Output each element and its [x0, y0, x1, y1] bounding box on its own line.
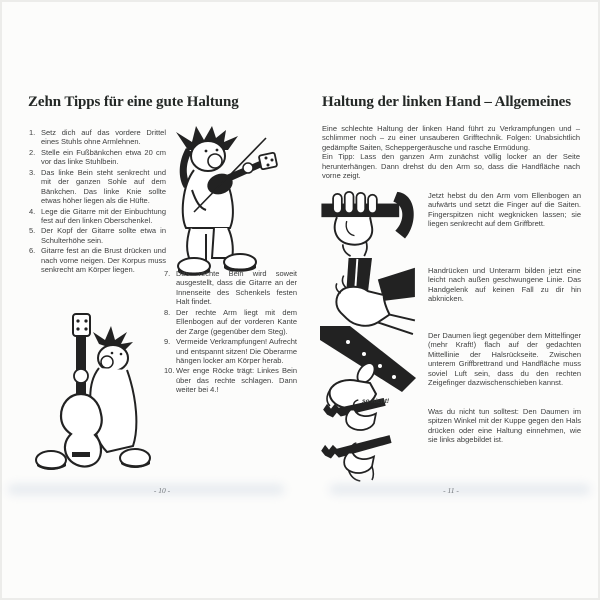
tip-text: Setz dich auf das vordere Drittel eines Stuhls ohne Armlehnen.	[41, 128, 166, 147]
right-page-title: Haltung der linken Hand – Allgemeines	[322, 94, 571, 110]
tip-number: 3.	[29, 167, 36, 177]
list-item	[29, 207, 166, 226]
tip-number: 4.	[29, 206, 36, 216]
page-edge-shadow-right	[330, 485, 590, 494]
list-item	[164, 308, 297, 336]
tip-number: 8.	[164, 307, 171, 317]
tip-text: Stelle ein Fußbänkchen etwa 20 cm vor das linke Stuhlbein.	[41, 147, 166, 167]
list-item	[29, 128, 166, 147]
list-item	[164, 366, 297, 394]
tip-number: 1.	[29, 128, 36, 137]
hand-fingers-on-strings-illustration	[320, 188, 422, 258]
tips-list-1-6	[29, 128, 166, 275]
sitting-guitarist-cartoon-icon	[33, 312, 158, 478]
hand-fingers-on-strings-icon	[320, 188, 422, 258]
wrong-posture-label: so nicht!	[362, 398, 390, 405]
section-text-4: Was du nicht tun solltest: Den Daumen im spitzen Winkel mit der Kuppe gegen den Hals drücken oder eine Haltung einnehmen, wie sie links abgebildet ist.	[428, 407, 581, 445]
list-item	[164, 337, 297, 365]
tip-number: 6.	[29, 246, 36, 256]
tip-text: Lege die Gitarre mit der Einbuchtung fest auf den linken Oberschenkel.	[41, 206, 166, 225]
tips-list-7-10	[164, 269, 297, 395]
list-item	[29, 226, 166, 245]
tip-text: Der Kopf der Gitarre sollte etwa in Schulterhöhe sein.	[41, 226, 166, 245]
tip-text: Vermeide Verkrampfungen! Aufrecht und entspannt sitzen! Die Oberarme hängen locker am Körper herab.	[176, 337, 297, 365]
tip-text: Gitarre fest an die Brust drücken und nach vorne neigen. Der Korpus muss senkrecht am Körper liegen.	[41, 246, 166, 275]
tip-number: 10.	[164, 366, 175, 376]
left-page-title: Zehn Tipps für eine gute Haltung	[28, 94, 239, 110]
list-item	[29, 168, 166, 206]
tip-number: 2.	[29, 147, 36, 157]
wrong-thumb-grips-illustration	[320, 396, 424, 482]
tip-text: Das rechte Bein wird soweit ausgestellt, dass die Gitarre an der Innenseite des Schenkels festen Halt findet.	[176, 269, 297, 307]
section-text-3: Der Daumen liegt gegenüber dem Mittelfinger (mehr Kraft!) flach auf der gedachten Mittellinie der Halsrückseite. Zwischen unterem Griffbrettrand und Handfläche muss soviel Luft sein, dass du den rechten Zeigefinger dazwischenschieben kannst.	[428, 331, 581, 388]
list-item	[29, 246, 166, 274]
tip-text: Der rechte Arm liegt mit dem Ellenbogen auf der vorderen Kante der Zarge (gegenüber dem Steg).	[176, 307, 297, 336]
tip-number: 7.	[164, 269, 171, 278]
sitting-guitarist-cartoon-illustration	[33, 312, 158, 478]
violinist-cartoon-icon	[166, 124, 284, 286]
tip-text: Das linke Bein steht senkrecht und mit der ganzen Sohle auf dem Bänkchen. Das linke Knie sollte etwas höher liegen als die Hüfte.	[41, 167, 166, 206]
intro-line: Ein Tipp: Lass den ganzen Arm zunächst völlig locker an der Seite herunterhängen. Dann drehst du den Arm so, dass die Handfläche nach vorne zeigt.	[322, 152, 580, 181]
list-item	[164, 269, 297, 307]
page-edge-shadow-left	[8, 485, 284, 494]
section-text-1: Jetzt hebst du den Arm vom Ellenbogen an aufwärts und setzt die Finger auf die Saiten. Fingerspitzen nicht wegknicken lassen; sie liegen senkrecht auf dem Griffbrett.	[428, 191, 581, 229]
list-item	[29, 148, 166, 167]
violinist-cartoon-illustration	[166, 124, 284, 286]
tip-number: 5.	[29, 226, 36, 236]
wrong-thumb-grips-icon	[320, 396, 424, 482]
intro-paragraph	[322, 124, 580, 181]
tip-text: Wer enge Röcke trägt: Linkes Bein über das rechte schlagen. Dann weiter bei 4.!	[176, 366, 297, 395]
intro-line: Eine schlechte Haltung der linken Hand führt zu Verkrampfungen und – schlimmer noch – zu einer unsauberen Grifftechnik. Folgen: Unabsichtlich gedämpfte Saiten, Scheppergeräusche und rasche Ermüdung.	[322, 124, 580, 152]
section-text-2: Handrücken und Unterarm bilden jetzt eine leicht nach außen geschwungene Linie. Das Handgelenk auf keinen Fall zu dir hin abknicken.	[428, 266, 581, 304]
tip-number: 9.	[164, 337, 171, 347]
